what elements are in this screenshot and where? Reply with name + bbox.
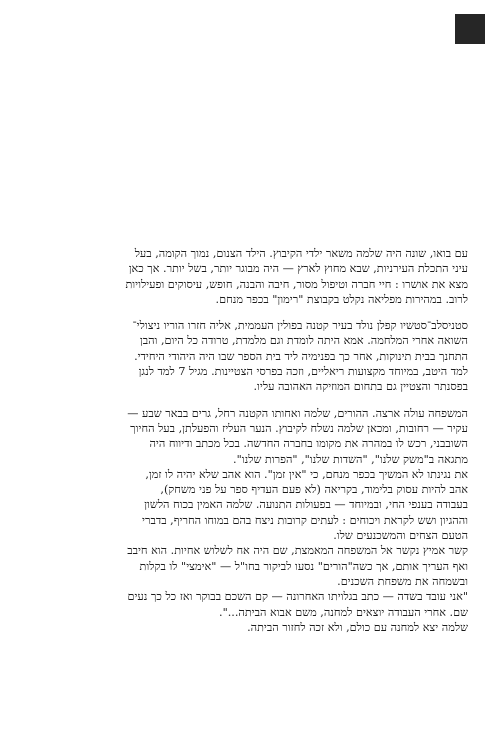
- text-line: ואף העריך אותם, אך כשה"הורים" נסעו לביקור בחו"ל — "אימצי" לו בקלות: [139, 559, 468, 573]
- text-line: "אני עובד בשדה — כתב בגלויתו האחרונה — קם השכם בבוקר ואז כל כך נעים: [127, 590, 468, 604]
- text-line: לרוב. במהירות מפליאה נקלט בקבוצת "רימון" בכפר מנחם.: [215, 292, 468, 306]
- text-line: שלמה יצא למחנה עם כולם, ולא זכה לחזור הביתה.: [247, 620, 468, 634]
- document-text: [42, 246, 468, 635]
- text-line: ובשמחה את משפחת השכנים.: [337, 574, 468, 588]
- text-line: שם. אחרי העבודה יוצאים למחנה, משם אבוא הביתה...".: [219, 605, 468, 619]
- text-line: סטניסלב־סטשיו קפלן נולד בעיר קטנה בפולין העממית, אליה חזרו הוריו ניצולי־: [132, 319, 468, 333]
- text-line: השובבני, רכש לו במהרה את מקומו בחברה החדשה. בכל מכתב ודיווח היה: [149, 437, 468, 451]
- text-line: אהב להיות עסוק בלימוד, בקריאה (לא פעם העדיף ספר על פני משחק),: [160, 483, 468, 497]
- text-line: עיני התכלת העירניות, שבא מחוץ לארץ — היה מבוגר יותר, בשל יותר. אך כאן: [128, 262, 468, 276]
- text-line: הטעם הצחים והמשכנעים שלו.: [333, 529, 468, 543]
- paragraph-arrival: [42, 246, 468, 307]
- text-line: בעבודה בענפי החי, ובמיוחד — בפעולות התנועה. שלמה האמין בכוח הלשון: [144, 498, 468, 512]
- text-line: עם בואו, שונה היה שלמה משאר ילדי הקיבוץ. הילד הצנום, נמוך הקומה, בעל: [134, 247, 468, 260]
- corner-marker: [455, 14, 485, 44]
- paragraph-background: [42, 318, 468, 394]
- text-line: וההגיון ושש לקראת ויכוחים : לעתים קרובות ניצח בהם במוחו החריף, בדברי: [142, 513, 468, 527]
- text-line: המשפחה עולה ארצה. ההורים, שלמה ואחותו הקטנה רחל, גרים בבאר שבע —: [127, 406, 468, 420]
- text-line: מתגאה ב"משק שלנו", "השדות שלנו", "הפרות שלנו".: [233, 452, 468, 466]
- text-line: קשר אמיץ נקשר אל המשפחה המאמצת, שם היה אח לשלוש אחיות. הוא חיבב: [127, 544, 468, 558]
- text-line: עקיר — רחובות, ומכאן שלמה נשלח לקיבוץ. הנער העליז והפעלתן, בעל החיוך: [130, 421, 468, 435]
- text-line: בפסנתר והצטיין גם בתחום המוזיקה האהובה עליו.: [253, 380, 468, 394]
- text-line: התחנך בבית תינוקות, אחר כך בפנימיה ליד בית הספר שבו היה היהודי היחידי.: [134, 349, 468, 363]
- text-line: את נגינתו לא המשיך בכפר מנחם, כי "אין זמן". הוא אהב שלא יהיה לו זמן,: [145, 467, 468, 481]
- text-line: השואה אחרי המלחמה. אמא היתה לומדת וגם מלמדת, טרודה כל היום, והבן: [139, 334, 468, 348]
- paragraph-family: [42, 406, 468, 635]
- text-line: מצא את אושרו : חיי חברה וטיפול מסור, חיבה והבנה, חופש, עיסוקים ופעילויות: [125, 277, 468, 291]
- text-line: למד היטב, במיוחד מקצועות ריאליים, וזכה בפרסי הצטיינות. מגיל 7 למד לנגן: [138, 365, 468, 379]
